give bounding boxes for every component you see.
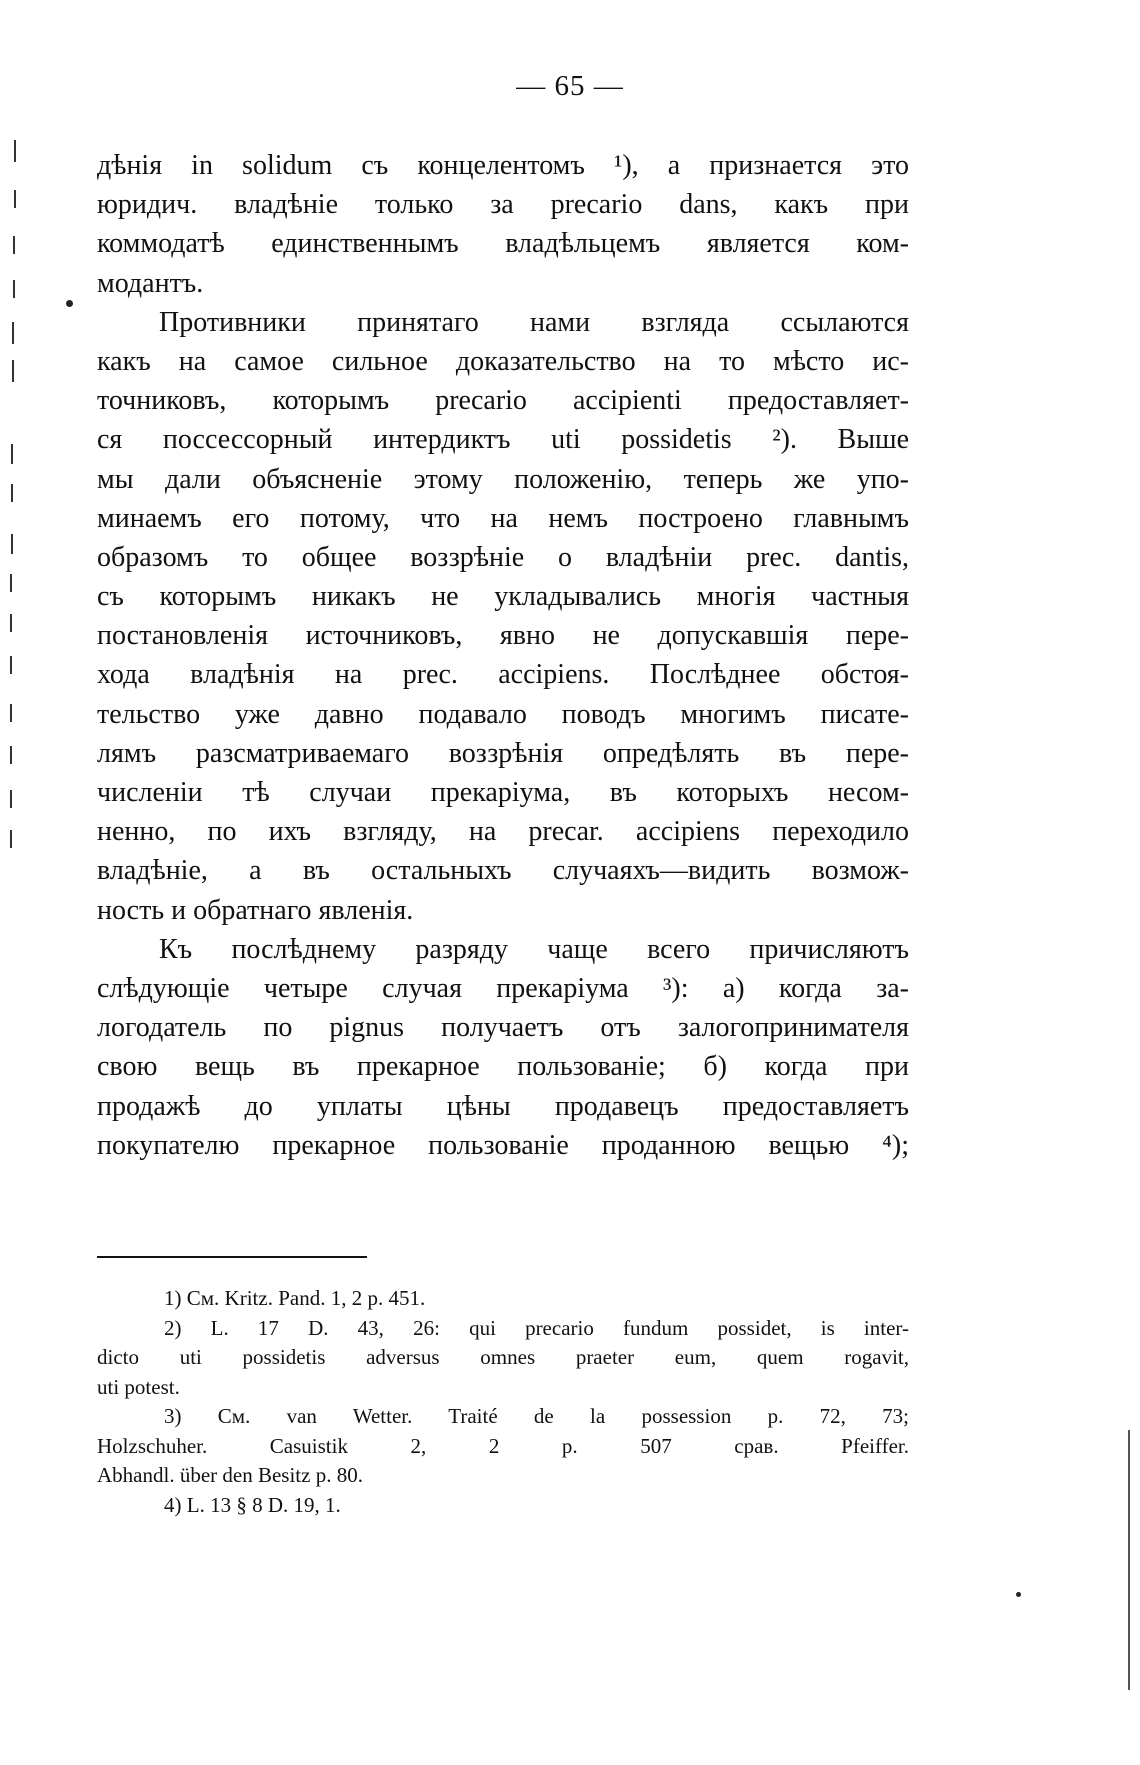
- body-line: коммодатѣ единственнымъ владѣльцемъ является ком-: [97, 228, 909, 260]
- footnote-line: uti potest.: [97, 1374, 180, 1399]
- margin-mark: [10, 790, 12, 808]
- body-line: хода владѣнія на prec. accipiens. Послѣднее обстоя-: [97, 659, 909, 691]
- margin-mark: [12, 360, 14, 382]
- body-line: съ которымъ никакъ не укладывались многія частныя: [97, 581, 909, 613]
- footnote-line: dicto uti possidetis adversus omnes praeter eum, quem rogavit,: [97, 1345, 909, 1369]
- footnotes: [97, 1284, 909, 1520]
- body-line: ненно, по ихъ взгляду, на precar. accipiens переходило: [97, 816, 909, 848]
- body-line: дѣнія in solidum съ концелентомъ ¹), а признается это: [97, 150, 909, 181]
- body-line: ность и обратнаго явленія.: [97, 894, 414, 926]
- footnote-line: 1) См. Kritz. Pand. 1, 2 p. 451.: [164, 1286, 426, 1310]
- body-line: логодатель по pignus получаетъ отъ залогопринимателя: [97, 1012, 909, 1044]
- margin-mark: [10, 704, 12, 722]
- page-number: — 65 —: [516, 70, 624, 102]
- margin-mark: [11, 484, 13, 502]
- body-line: владѣніе, а въ остальныхъ случаяхъ—видить возмож-: [97, 855, 909, 887]
- body-line: образомъ то общее воззрѣніе о владѣніи prec. dantis,: [97, 541, 909, 573]
- scan-dot: [66, 300, 73, 307]
- margin-mark: [14, 140, 16, 162]
- body-text: [97, 146, 909, 1165]
- margin-mark: [14, 190, 16, 208]
- body-line: свою вещь въ прекарное пользованіе; б) когда при: [97, 1051, 909, 1083]
- margin-mark: [10, 746, 12, 764]
- paragraph-first-line: Противники принятаго нами взгляда ссылаются: [159, 306, 909, 338]
- margin-mark: [12, 322, 14, 344]
- body-line: тельство уже давно подавало поводъ многимъ писате-: [97, 698, 909, 730]
- body-line: численіи тѣ случаи прекаріума, въ которыхъ несом-: [97, 777, 909, 808]
- body-line: слѣдующіе четыре случая прекаріума ³): а) когда за-: [97, 972, 909, 1004]
- footnote-line: 4) L. 13 § 8 D. 19, 1.: [164, 1492, 341, 1517]
- body-line: лямъ разсматриваемаго воззрѣнія опредѣлять въ пере-: [97, 737, 909, 769]
- body-line: точниковъ, которымъ precario accipienti предоставляет-: [97, 385, 909, 417]
- margin-mark: [10, 830, 12, 848]
- body-line: продажѣ до уплаты цѣны продавецъ предоставляетъ: [97, 1090, 909, 1122]
- body-line: ся поссессорный интердиктъ uti possidetis ²). Выше: [97, 424, 909, 456]
- body-line: мы дали объясненіе этому положенію, теперь же упо-: [97, 463, 909, 495]
- margin-mark: [10, 574, 12, 592]
- body-line: модантъ.: [97, 267, 204, 299]
- margin-mark: [11, 444, 13, 464]
- body-line: покупателю прекарное пользованіе проданною вещью ⁴);: [97, 1129, 909, 1161]
- body-line: постановленія источниковъ, явно не допускавшія пере-: [97, 620, 909, 652]
- body-line: какъ на самое сильное доказательство на то мѣсто ис-: [97, 345, 909, 377]
- margin-mark: [10, 656, 12, 674]
- footnote-separator: [97, 1256, 367, 1258]
- body-line: минаемъ его потому, что на немъ построено главнымъ: [97, 502, 909, 534]
- margin-mark: [11, 534, 13, 554]
- paragraph-first-line: Къ послѣднему разряду чаще всего причисляютъ: [159, 933, 909, 965]
- footnote-line: Holzschuher. Casuistik 2, 2 p. 507 срав. Pfeiffer.: [97, 1433, 909, 1458]
- footnote-line: 3) См. van Wetter. Traité de la possession p. 72, 73;: [164, 1404, 909, 1428]
- footnote-line: Abhandl. über den Besitz p. 80.: [97, 1463, 363, 1487]
- margin-mark: [13, 280, 15, 298]
- margin-mark: [13, 236, 15, 254]
- footnote-line: 2) L. 17 D. 43, 26: qui precario fundum possidet, is inter-: [164, 1315, 909, 1340]
- margin-mark: [10, 614, 12, 632]
- body-line: юридич. владѣніе только за precario dans, какъ при: [97, 189, 909, 221]
- scan-dot: [1016, 1592, 1021, 1597]
- margin-mark: [1128, 1430, 1130, 1690]
